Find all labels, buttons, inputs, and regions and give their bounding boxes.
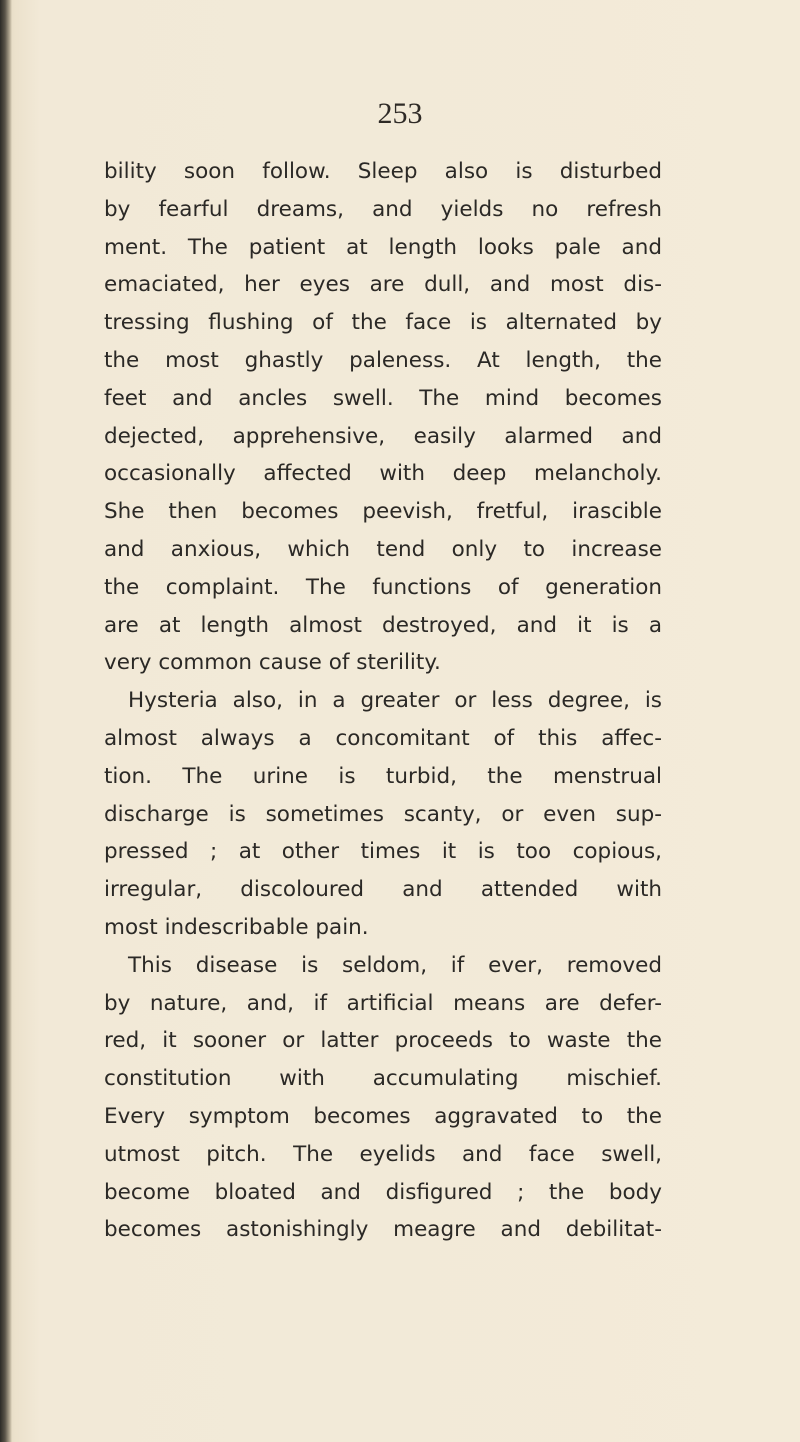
text-line: irregular, discoloured and attended with [104,877,662,903]
text-line: Every symptom becomes aggravated to the [104,1103,662,1129]
text-line: feet and ancles swell. The mind becomes [104,385,662,411]
text-line: becomes astonishingly meagre and debilitat- [104,1217,662,1243]
text-line: the most ghastly paleness. At length, the [104,347,662,373]
text-line: tressing flushing of the face is alternated by [104,310,662,336]
text-line: Hysteria also, in a greater or less degree, is [128,688,662,714]
text-line: She then becomes peevish, fretful, irascible [104,499,662,525]
text-line: dejected, apprehensive, easily alarmed and [104,423,662,449]
book-spine-shadow [0,0,12,1442]
body-text [104,153,662,1249]
text-line: most indescribable pain. [104,914,369,940]
text-line: the complaint. The functions of generation [104,574,662,600]
text-line: are at length almost destroyed, and it is a [104,612,662,638]
text-line: occasionally affected with deep melancholy. [104,461,662,487]
text-line: very common cause of sterility. [104,650,441,676]
text-line: utmost pitch. The eyelids and face swell, [104,1141,662,1167]
text-line: by fearful dreams, and yields no refresh [104,196,662,222]
text-line: almost always a concomitant of this affec- [104,725,662,751]
text-line: emaciated, her eyes are dull, and most dis- [104,272,662,298]
text-line: by nature, and, if artificial means are defer- [104,990,662,1016]
text-line: constitution with accumulating mischief. [104,1066,662,1092]
text-line: and anxious, which tend only to increase [104,536,662,562]
text-line: pressed ; at other times it is too copious, [104,839,662,865]
page-number: 253 [377,97,423,130]
text-line: ment. The patient at length looks pale and [104,234,662,260]
text-line: discharge is sometimes scanty, or even sup- [104,801,662,827]
text-line: become bloated and disfigured ; the body [104,1179,662,1205]
text-line: This disease is seldom, if ever, removed [128,952,662,978]
text-line: tion. The urine is turbid, the menstrual [104,763,662,789]
text-line: bility soon follow. Sleep also is disturbed [104,159,662,184]
text-line: red, it sooner or latter proceeds to waste the [104,1028,662,1054]
